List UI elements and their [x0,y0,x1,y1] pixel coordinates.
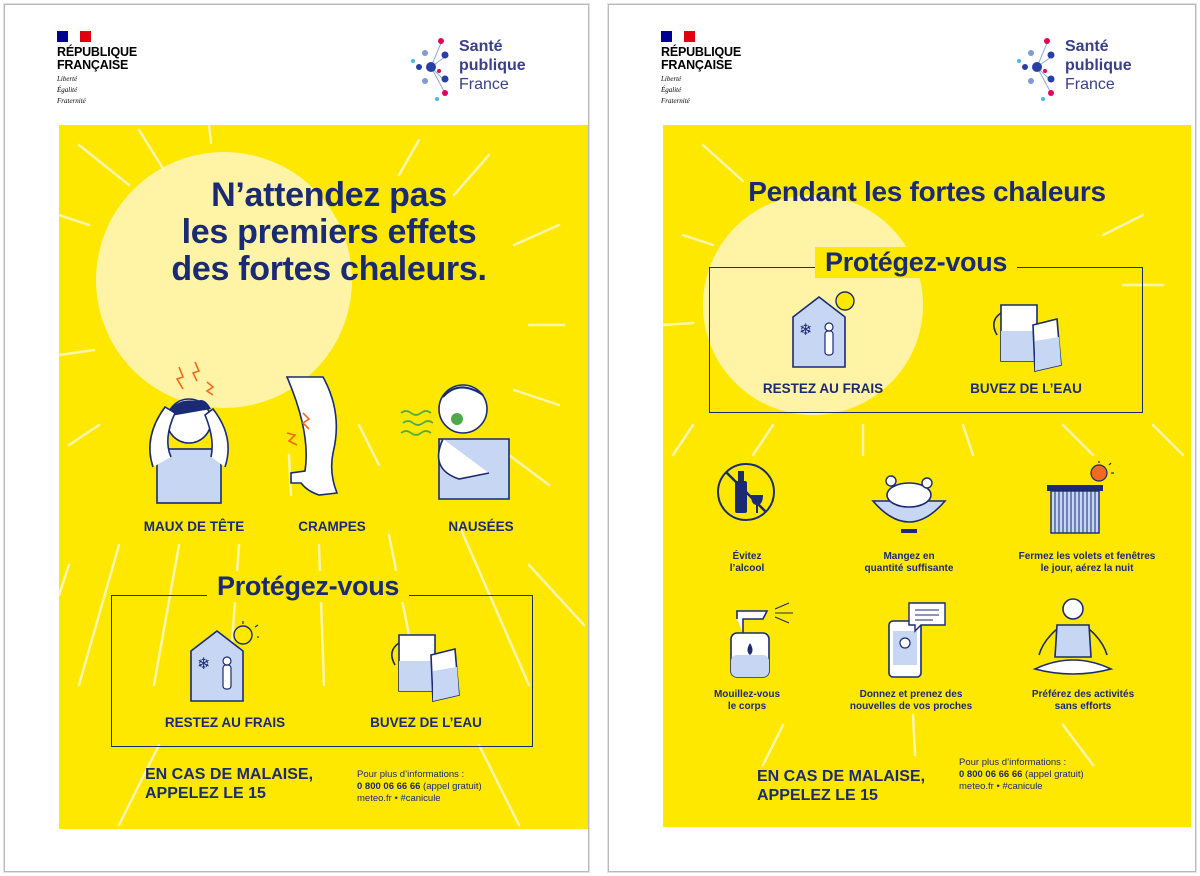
tip-wet-line-1: Mouillez-vous [713,689,781,700]
rf-motto-1: Liberté [57,75,78,83]
info-line-3: meteo.fr • #canicule [959,781,1043,792]
info-block [959,757,1084,793]
republique-francaise-logo [57,31,177,105]
rf-line1: RÉPUBLIQUE [57,45,137,59]
info-phone: 0 800 06 66 66 [357,781,421,792]
call-line-2: APPELEZ LE 15 [145,785,266,802]
emergency-call [145,765,313,803]
poster-tips [608,4,1196,872]
rf-motto-2: Égalité [661,86,682,94]
spf-line1: Santé [1065,38,1109,55]
tip-eat-line-1: Mangez en [883,551,935,562]
rf-motto-1: Liberté [661,75,682,83]
drink-water-label: BUVEZ DE L’EAU [970,381,1082,396]
headline-line-3: des fortes chaleurs. [171,250,487,288]
rf-line2: FRANÇAISE [57,58,129,72]
spf-line3: France [1065,76,1115,93]
spf-line2: publique [459,57,526,74]
svg-text:❄: ❄ [799,320,813,339]
stay-cool-label: RESTEZ AU FRAIS [164,715,286,730]
info-line-3: meteo.fr • #canicule [357,793,441,804]
svg-text:❄: ❄ [197,654,211,673]
info-block [357,769,482,805]
info-phone-note: (appel gratuit) [1022,769,1084,780]
no-alcohol-icon [715,461,777,523]
symptom-headache-label: MAUX DE TÊTE [143,519,245,534]
french-flag-icon [661,31,695,42]
drink-water-icon [385,625,465,705]
poster-symptoms [4,4,589,872]
info-line-1: Pour plus d’informations : [357,769,465,780]
tip-eat [849,551,969,575]
tip-shutters [999,551,1175,575]
rf-line2: FRANÇAISE [661,58,733,72]
sante-publique-france-logo [1017,33,1157,103]
yellow-panel [663,125,1191,827]
rf-line1: RÉPUBLIQUE [661,45,741,59]
tip-contact-line-2: nouvelles de vos proches [849,701,973,712]
drink-water-icon [987,295,1067,375]
tip-wet-line-2: le corps [727,701,767,712]
tip-alcohol [699,551,795,575]
spf-dots-icon [411,33,457,103]
spf-dots-icon [1017,33,1063,103]
sante-publique-france-logo [411,33,551,103]
nausea-icon [399,369,515,501]
drink-water-label: BUVEZ DE L’EAU [370,715,482,730]
tip-rest [1013,689,1153,713]
tip-shutters-line-1: Fermez les volets et fenêtres [1018,551,1156,562]
shutters-icon [1043,461,1115,537]
rf-motto-3: Fraternité [661,97,690,105]
rf-motto-3: Fraternité [57,97,86,105]
stay-cool-house-icon [187,621,259,703]
tip-contact-line-1: Donnez et prenez des [859,689,963,700]
call-line-1: EN CAS DE MALAISE, [145,766,314,783]
headache-icon [135,357,235,505]
call-line-1: EN CAS DE MALAISE, [757,768,926,785]
yellow-panel [59,125,588,829]
tip-rest-line-1: Préférez des activités [1031,689,1135,700]
meditation-icon [1031,595,1115,679]
headline-line-2: les premiers effets [181,213,477,251]
tip-eat-line-2: quantité suffisante [864,563,954,574]
headline-line-1: N’attendez pas [211,176,447,214]
stay-cool-house-icon [789,287,861,369]
call-line-2: APPELEZ LE 15 [757,787,878,804]
tip-rest-line-2: sans efforts [1054,701,1112,712]
spf-line1: Santé [459,38,503,55]
phone-message-icon [885,601,949,681]
main-headline: Pendant les fortes chaleurs [748,176,1106,207]
food-bowl-icon [869,473,949,535]
info-line-1: Pour plus d’informations : [959,757,1067,768]
info-phone-note: (appel gratuit) [420,781,482,792]
info-phone: 0 800 06 66 66 [959,769,1023,780]
tip-alcohol-line-2: l’alcool [729,563,765,574]
french-flag-icon [57,31,91,42]
tip-alcohol-line-1: Évitez [732,551,762,562]
protect-title: Protégez-vous [815,247,1017,278]
rf-motto-2: Égalité [57,86,78,94]
tip-shutters-line-2: le jour, aérez la nuit [1040,563,1134,574]
symptom-cramps-label: CRAMPES [298,519,366,534]
tip-wet-body [699,689,795,713]
republique-francaise-logo [661,31,781,105]
leg-cramp-icon [283,373,369,503]
spray-bottle-icon [723,601,803,681]
main-headline [79,177,579,288]
tip-contact [841,689,981,713]
spf-line3: France [459,76,509,93]
symptom-nausea-label: NAUSÉES [448,519,514,534]
stay-cool-label: RESTEZ AU FRAIS [762,381,884,396]
protect-title: Protégez-vous [207,571,409,602]
emergency-call [757,767,925,805]
spf-line2: publique [1065,57,1132,74]
